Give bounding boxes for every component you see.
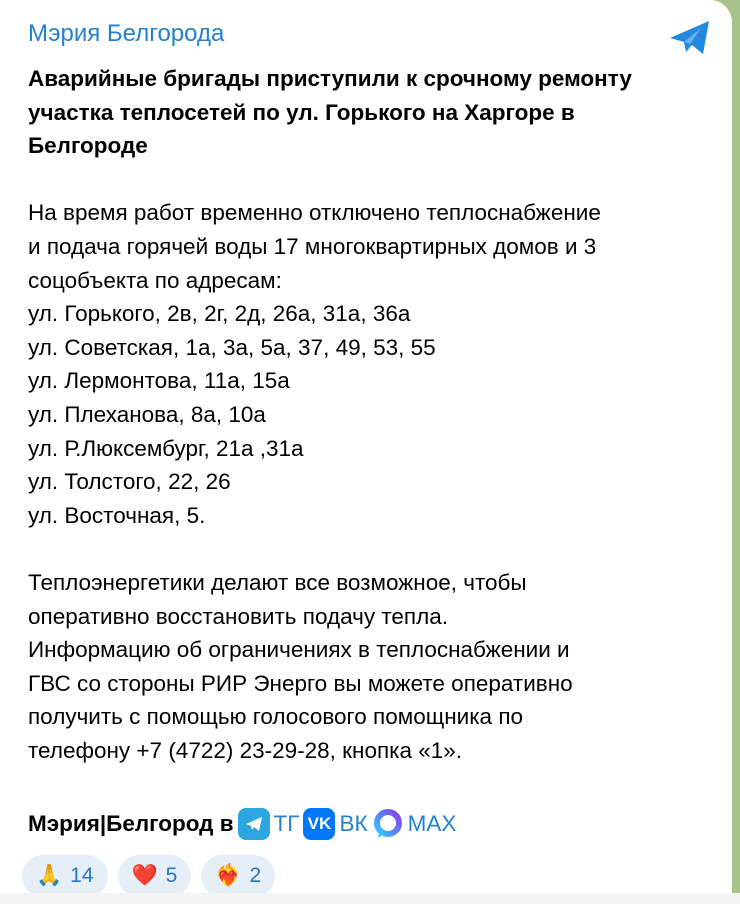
pray-icon: 🙏: [36, 864, 63, 887]
signature-prefix: Мэрия|Белгород в: [28, 811, 234, 836]
closing-line: ГВС со стороны РИР Энерго вы можете оперативно: [28, 670, 573, 696]
message-text: [28, 62, 718, 767]
signature: [28, 808, 456, 840]
address-line: ул. Горького, 2в, 2г, 2д, 26а, 31а, 36а: [28, 301, 411, 327]
reaction-heart[interactable]: [118, 855, 192, 897]
heart-on-fire-icon: ❤️‍🔥: [215, 864, 242, 887]
address-line: ул. Р.Люксембург, 21а ,31а: [28, 435, 304, 461]
closing-line: Информацию об ограничениях в теплоснабжении и: [28, 637, 570, 663]
closing-line: телефону +7 (4722) 23-29-28, кнопка «1».: [28, 737, 463, 763]
address-line: ул. Плеханова, 8а, 10а: [28, 401, 266, 427]
address-line: ул. Советская, 1а, 3а, 5а, 37, 49, 53, 55: [28, 334, 436, 360]
body-line: соцобъекта по адресам:: [28, 267, 282, 293]
footer-strip: [0, 893, 740, 904]
reaction-count: 5: [165, 864, 178, 887]
reaction-count: 2: [249, 864, 262, 887]
heart-icon: ❤️: [131, 864, 158, 887]
closing-line: Теплоэнергетики делают все возможное, чтобы: [28, 569, 527, 595]
closing-line: оперативно восстановить подачу тепла.: [28, 603, 448, 629]
telegram-icon: [238, 808, 270, 840]
reaction-heart-on-fire[interactable]: [201, 855, 275, 897]
title-line: Аварийные бригады приступили к срочному ремонту: [28, 66, 632, 91]
vk-icon: VK: [303, 808, 335, 840]
reaction-pray[interactable]: [22, 855, 108, 897]
closing-line: получить с помощью голосового помощника по: [28, 704, 524, 730]
address-line: ул. Толстого, 22, 26: [28, 469, 231, 495]
title-line: Белгороде: [28, 133, 148, 159]
share-button[interactable]: [668, 18, 712, 58]
link-tg[interactable]: ТГ: [273, 811, 300, 836]
title-line: участка теплосетей по ул. Горького на Харгоре в: [28, 99, 575, 125]
link-vk[interactable]: ВК: [339, 811, 368, 836]
address-line: ул. Лермонтова, 11а, 15а: [28, 368, 290, 394]
address-line: ул. Восточная, 5.: [28, 502, 206, 528]
body-line: На время работ временно отключено теплоснабжение: [28, 200, 601, 226]
reactions: [22, 855, 275, 897]
body-line: и подача горячей воды 17 многоквартирных домов и 3: [28, 233, 597, 259]
channel-name[interactable]: Мэрия Белгорода: [28, 20, 225, 47]
reaction-count: 14: [70, 864, 94, 887]
link-max[interactable]: MAX: [407, 811, 457, 836]
max-icon: [372, 808, 404, 840]
telegram-share-icon: [668, 18, 712, 58]
